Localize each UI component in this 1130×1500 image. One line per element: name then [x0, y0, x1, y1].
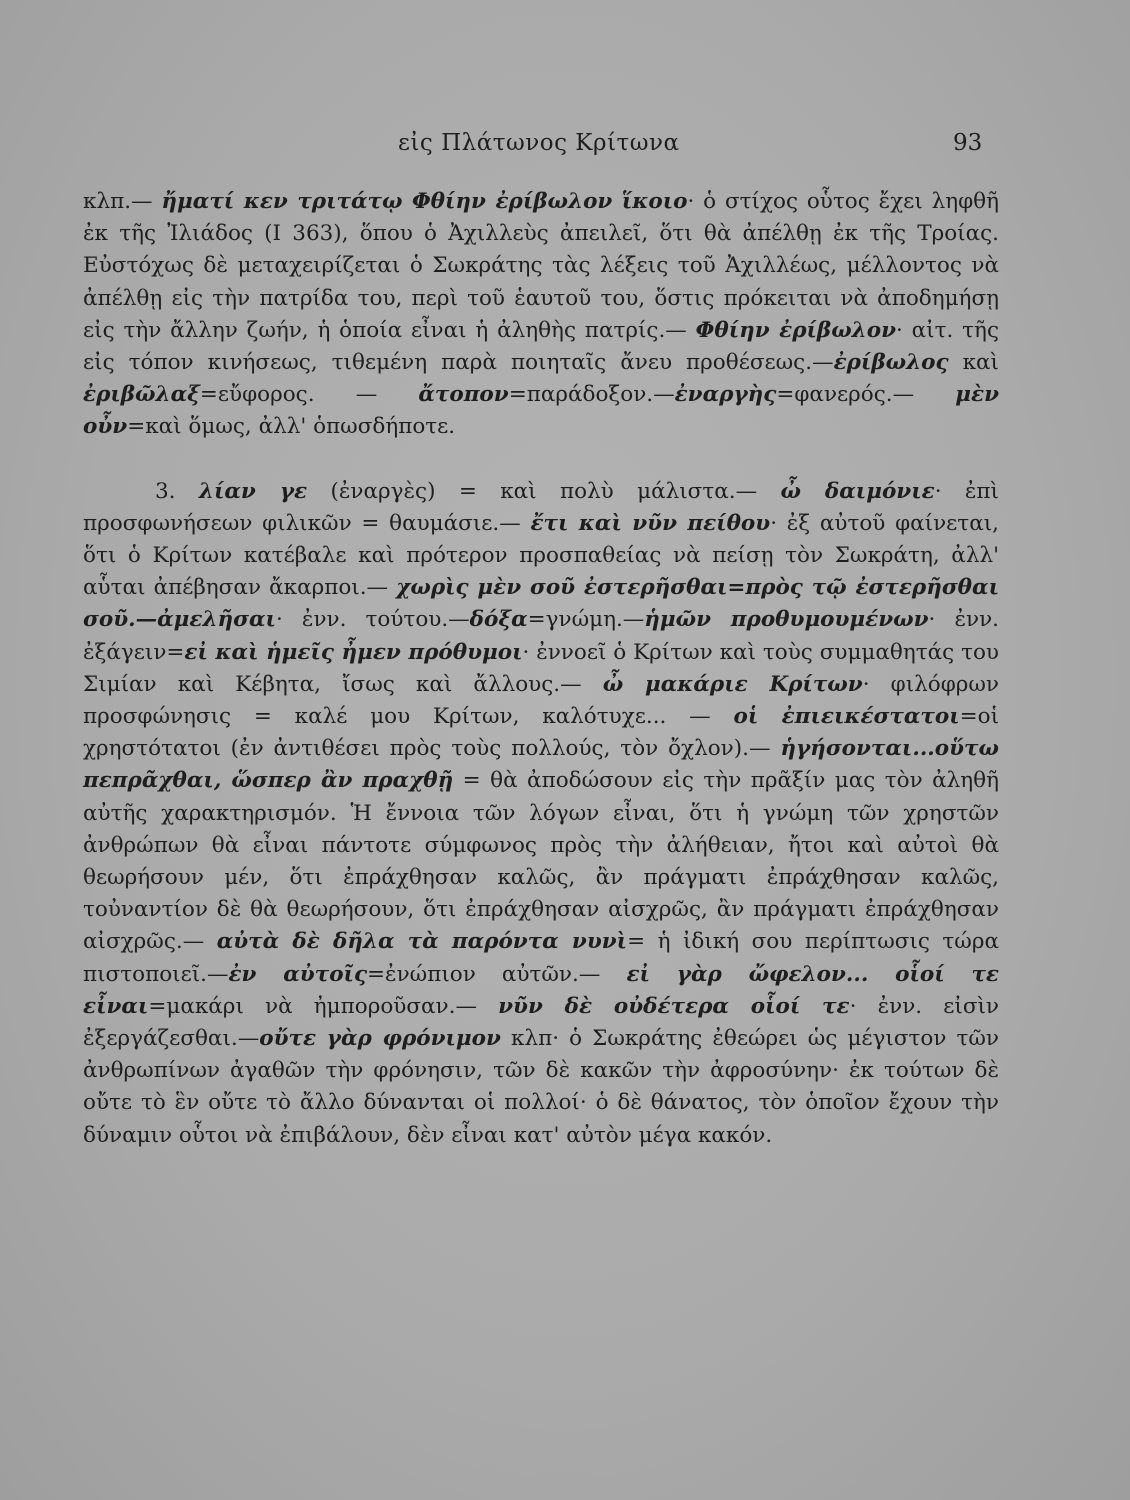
lemma-term: ὦ μακάριε Κρίτων	[602, 671, 863, 697]
commentary-text: · αἰτ. τῆς εἰς τόπον κινήσεως, τιθεμένη παρὰ ποιηταῖς ἄνευ προθέσεως.—	[83, 317, 999, 376]
lemma-term: ἤματί κεν τριτάτῳ Φθίην ἐρίβωλον ἵκοιο	[161, 189, 688, 214]
commentary-text: =καὶ ὅμως, ἀλλ' ὁπωσδήποτε.	[127, 414, 456, 440]
lemma-term: νῦν δὲ οὐδέτερα οἷοί τε	[498, 993, 850, 1019]
lemma-term: ἐν αὐτοῖς	[228, 961, 368, 987]
commentary-text: · ἐνν. ἐξάγειν=	[83, 607, 999, 665]
commentary-text: =φανερός.—	[776, 382, 956, 408]
lemma-term: ἡμῶν προθυμουμένων	[644, 607, 929, 633]
body-text	[83, 186, 999, 1152]
commentary-text: (ἐναργὲς) = καὶ πολὺ μάλιστα.—	[307, 478, 781, 504]
commentary-text: κλπ.—	[83, 189, 162, 214]
lemma-term: ἐναργὴς	[674, 382, 777, 408]
commentary-text: · ὁ στίχος οὗτος ἔχει ληφθῆ ἐκ τῆς Ἰλιάδος (Ι 363), ὅπου ὁ Ἀχιλλεὺς ἀπειλεῖ, ὅτι θὰ ἀπέλθῃ ἐκ τῆς Τροίας. Εὐστόχως δὲ μεταχειρίζεται ὁ Σωκράτης τὰς λέξεις τοῦ Ἀχιλλέως, μέλλοντος νὰ ἀπέλθῃ εἰς τὴν πατρίδα του, περὶ τοῦ ἑαυτοῦ του, ὅστις πρόκειται νὰ ἀποδημήσῃ εἰς τὴν ἄλλην ζωήν, ἡ ὁποία εἶναι ἡ ἀληθὴς πατρίς.—	[83, 189, 999, 343]
lemma-term: οἱ ἐπιεικέστατοι	[733, 704, 960, 730]
commentary-text: · ἐπὶ προσφωνήσεων φιλικῶν = θαυμάσιε.—	[83, 478, 999, 536]
commentary-text: =οἱ χρηστότατοι (ἐν ἀντιθέσει πρὸς τοὺς πολλούς, τὸν ὄχλον).—	[83, 704, 1000, 762]
commentary-text: =γνώμη.—	[527, 607, 645, 633]
commentary-text: καὶ	[948, 350, 999, 376]
commentary-text: = ἡ ἰδική σου περίπτωσις τώρα πιστοποιεῖ.—	[83, 929, 999, 987]
commentary-text: =ἐνώπιον αὐτῶν.—	[367, 961, 627, 987]
lemma-term: ἡγήσονται...οὕτω πεπρᾶχθαι, ὥσπερ ἂν πραχθῇ	[83, 736, 999, 794]
lemma-term: οὔτε γὰρ φρόνιμον	[259, 1026, 501, 1052]
lemma-term: ἄτοπον	[418, 382, 509, 408]
page-header	[0, 128, 1130, 162]
lemma-term: Φθίην ἐρίβωλον	[695, 317, 896, 343]
running-title: εἰς Πλάτωνος Κρίτωνα	[398, 130, 680, 156]
lemma-term: λίαν γε	[198, 478, 308, 504]
paragraph-commentary-3	[83, 476, 999, 1152]
commentary-text: · ἐνν. τούτου.—	[275, 607, 470, 633]
lemma-term: δόξα	[469, 607, 528, 633]
lemma-term: μὲν οὖν	[83, 382, 999, 440]
lemma-term: ἔτι καὶ νῦν πείθου	[530, 510, 771, 536]
commentary-text: · ἐξ αὐτοῦ φαίνεται, ὅτι ὁ Κρίτων κατέβαλε καὶ πρότερον προσπαθείας νὰ πείσῃ τὸν Σωκράτη, ἀλλ' αὗται ἀπέβησαν ἄκαρποι.—	[83, 510, 999, 601]
lemma-term: αὐτὰ δὲ δῆλα τὰ παρόντα νυνὶ	[216, 929, 628, 955]
paragraph-commentary-2	[83, 186, 999, 444]
lemma-term: ὦ δαιμόνιε	[780, 478, 935, 504]
commentary-text: · ἐνν. εἰσὶν ἐξεργάζεσθαι.—	[83, 993, 999, 1052]
lemma-term: χωρὶς μὲν σοῦ ἐστερῆσθαι=πρὸς τῷ ἐστερῆσθαι σοῦ.—ἀμελῆσαι	[83, 575, 999, 633]
commentary-text: =εὔφορος. —	[199, 382, 419, 408]
commentary-text: =μακάρι νὰ ἠμποροῦσαν.—	[148, 993, 499, 1019]
commentary-text: · ἐννοεῖ ὁ Κρίτων καὶ τοὺς συμμαθητάς του Σιμίαν καὶ Κέβητα, ἴσως καὶ ἄλλους.—	[83, 639, 999, 697]
commentary-text: =παράδοξον.—	[508, 382, 675, 408]
commentary-text: = θὰ ἀποδώσουν εἰς τὴν πρᾶξίν μας τὸν ἀληθῆ αὐτῆς χαρακτηρισμόν. Ἡ ἔννοια τῶν λόγων εἶναι, ὅτι ἡ γνώμη τῶν χρηστῶν ἀνθρώπων θὰ εἶναι πάντοτε σύμφωνος πρὸς τὴν ἀλήθειαν, ἤτοι καὶ αὐτοὶ θὰ θεωρήσουν μέν, ὅτι ἐπράχθησαν καλῶς, ἂν πράγματι ἐπράχθησαν καλῶς, τοὐναντίον δὲ θὰ θεωρήσουν, ὅτι ἐπράχθησαν αἰσχρῶς, ἂν πράγματι ἐπράχθησαν αἰσχρῶς.—	[83, 768, 1000, 955]
commentary-text: κλπ· ὁ Σωκράτης ἐθεώρει ὡς μέγιστον τῶν ἀνθρωπίνων ἀγαθῶν τὴν φρόνησιν, τῶν δὲ κακῶν τὴν ἀφροσύνην· ἐκ τούτων δὲ οὔτε τὸ ἓν οὔτε τὸ ἄλλο δύνανται οἱ πολλοί· ὁ δὲ θάνατος, τὸν ὁποῖον ἔχουν τὴν δύναμιν οὗτοι νὰ ἐπιβάλουν, δὲν εἶναι κατ' αὐτὸν μέγα κακόν.	[83, 1026, 999, 1148]
lemma-term: εἰ καὶ ἡμεῖς ἦμεν πρόθυμοι	[184, 639, 523, 665]
page-number: 93	[953, 130, 983, 156]
lemma-term: ἐριβῶλαξ	[83, 382, 200, 408]
commentary-text: · φιλόφρων προσφώνησις = καλέ μου Κρίτων, καλότυχε... —	[83, 671, 999, 730]
lemma-term: ἐρίβωλος	[833, 350, 949, 376]
commentary-text: 3.	[155, 478, 199, 504]
lemma-term: εἰ γὰρ ὤφελον... οἷοί τε εἶναι	[83, 961, 999, 1019]
